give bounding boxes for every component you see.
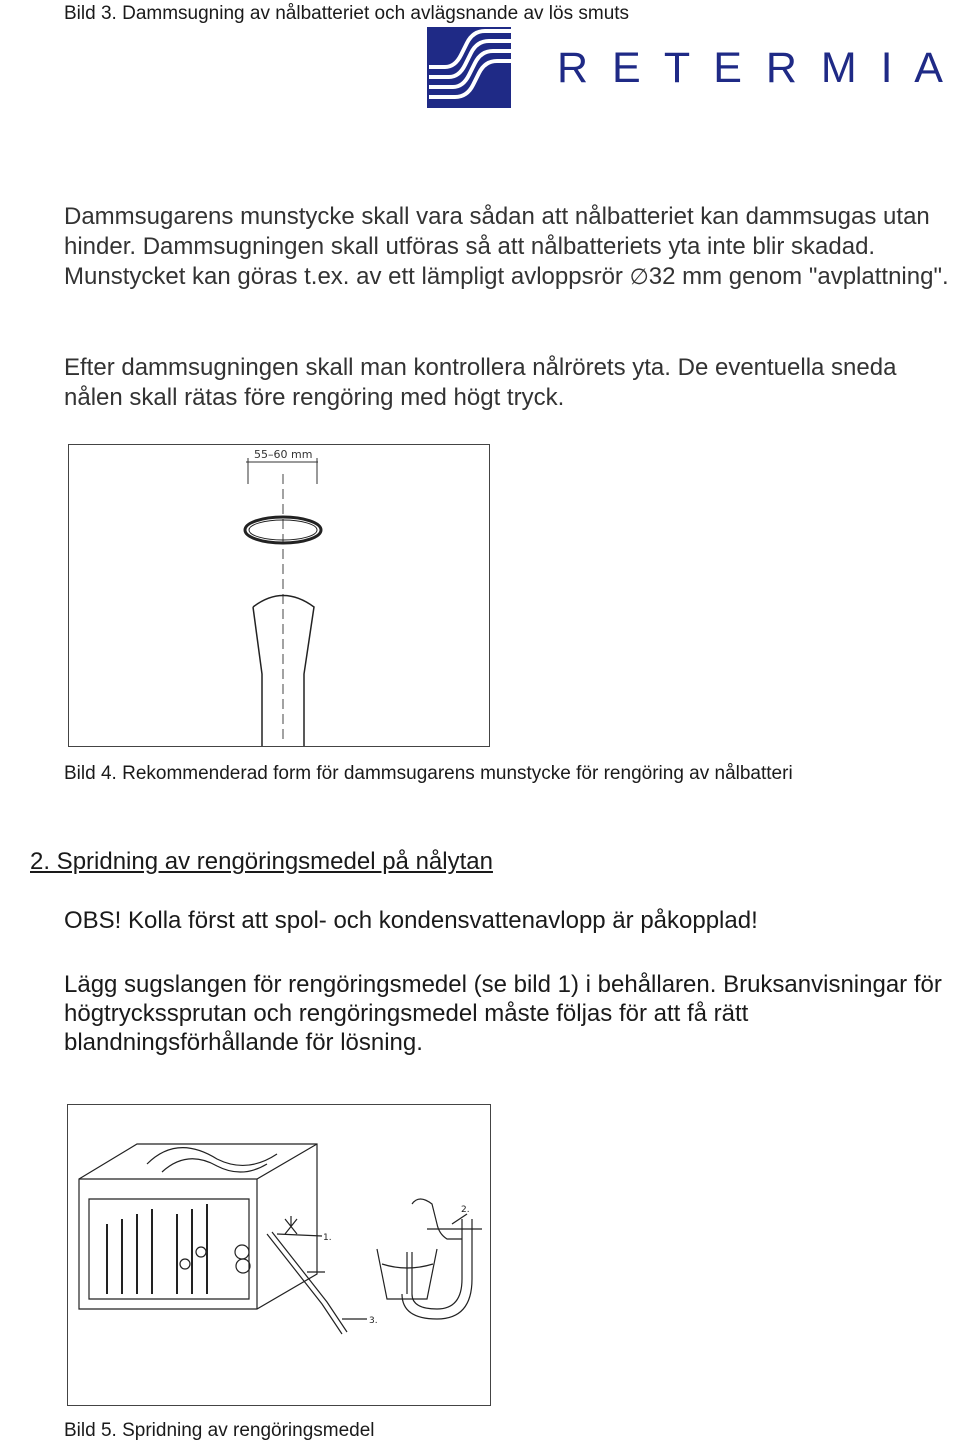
section2-heading: 2. Spridning av rengöringsmedel på nålytan: [30, 848, 493, 875]
figure4-caption: [64, 763, 793, 785]
figure5-label-2: 2.: [461, 1205, 470, 1215]
figure5-caption-text: Spridning av rengöringsmedel: [122, 1420, 375, 1441]
figure5-label-3: 3.: [369, 1316, 378, 1326]
figure4-nozzle-drawing: [68, 444, 490, 747]
figure5-caption-label: Bild 5.: [64, 1420, 117, 1441]
diameter-symbol: ∅: [629, 265, 649, 290]
figure4-caption-text: Rekommenderad form för dammsugarens munstycke för rengöring av nålbatteri: [122, 763, 793, 784]
figure5-caption: [64, 1420, 375, 1442]
figure4-caption-label: Bild 4.: [64, 763, 117, 784]
figure3-caption-label: Bild 3.: [64, 3, 117, 24]
figure5-spraying-drawing: [67, 1104, 491, 1406]
logo-wordmark: R E T E R M I A: [557, 44, 949, 92]
retermia-logo-icon: [427, 27, 511, 108]
paragraph-vacuum-nozzle-text-a: Dammsugarens munstycke skall vara sådan att nålbatteriet kan dammsugas utan hinder. Dammsugningen skall utföras så att nålbatteriets yta inte blir skadad. Munstycket kan göras t.ex. av ett lämpligt avloppsrör: [64, 203, 930, 290]
obs-notice: OBS! Kolla först att spol- och kondensvattenavlopp är påkopplad!: [64, 907, 758, 934]
figure3-caption: [64, 3, 629, 25]
figure3-caption-text: Dammsugning av nålbatteriet och avlägsnande av lös smuts: [122, 3, 630, 24]
paragraph-detergent: Lägg sugslangen för rengöringsmedel (se bild 1) i behållaren. Bruksanvisningar för högtryckssprutan och rengöringsmedel måste följas för att få rätt blandningsförhållande för lösning.: [64, 971, 942, 1056]
paragraph-vacuum-nozzle: [64, 202, 954, 293]
paragraph-vacuum-nozzle-text-b: 32 mm genom "avplattning".: [648, 263, 949, 290]
dimension-label: 55–60 mm: [254, 448, 313, 461]
figure5-label-1: 1.: [323, 1233, 332, 1243]
paragraph-inspect-surface: Efter dammsugningen skall man kontrollera nålrörets yta. De eventuella sneda nålen skall rätas före rengöring med högt tryck.: [64, 354, 897, 411]
